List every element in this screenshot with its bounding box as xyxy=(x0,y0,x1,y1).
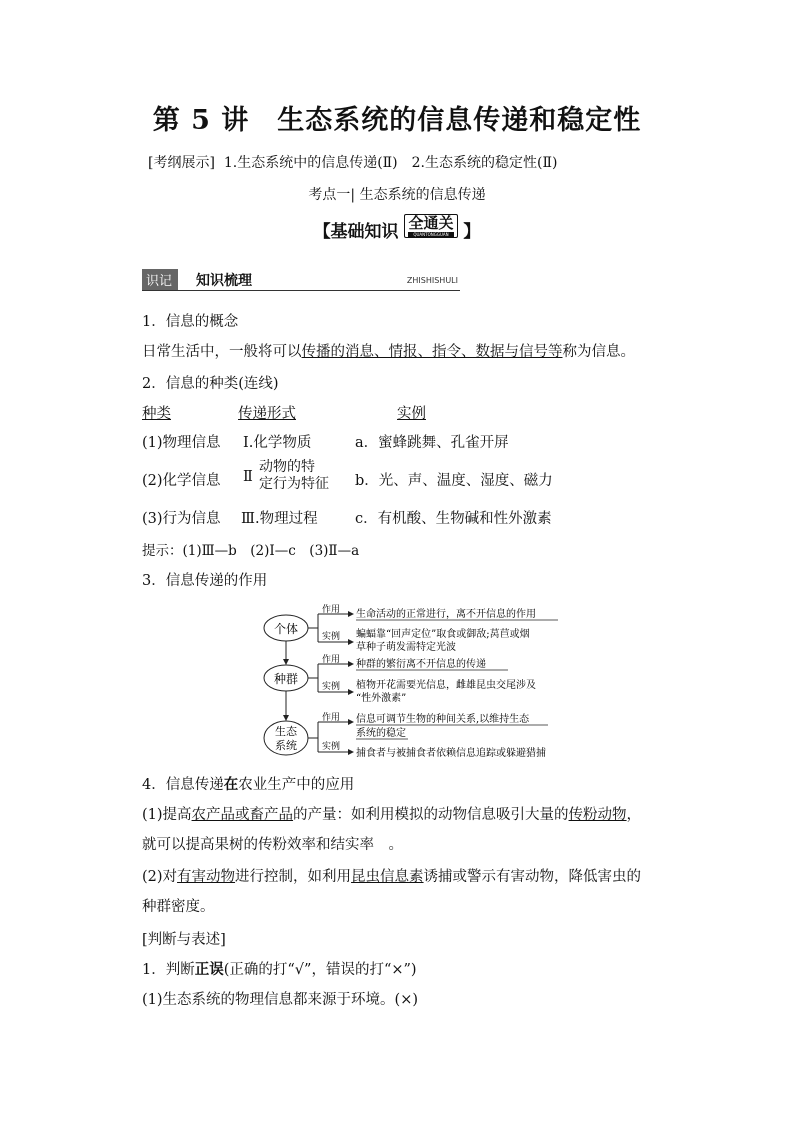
s1-text-pre: 日常生活中，一般将可以 xyxy=(142,344,302,360)
role-label-2: 作用 xyxy=(322,655,341,665)
diagram-t5b: 系统的稳定 xyxy=(356,728,406,739)
judge-item-1: (1)生态系统的物理信息都来源于环境。(×) xyxy=(142,992,419,1008)
s1-text xyxy=(142,340,635,361)
syllabus-line xyxy=(148,152,557,172)
banner-left: 【基础知识 xyxy=(313,222,399,242)
example-label-2: 实例 xyxy=(322,682,341,692)
judge-heading-bold: 正误 xyxy=(194,961,224,978)
s4-p1-line2: 就可以提高果树的传粉效率和结实率 。 xyxy=(142,837,403,853)
syllabus-items: 1.生态系统中的信息传递(Ⅱ) 2.生态系统的稳定性(Ⅱ) xyxy=(223,155,558,171)
judge-heading xyxy=(142,958,417,979)
s4-p2-a: (2)对 xyxy=(142,869,178,885)
banner-tag-text: 全通关 xyxy=(408,214,454,232)
section-header xyxy=(142,268,460,291)
banner-tag-pinyin: QUANTONGGUAN xyxy=(408,232,453,237)
diagram-t1: 生命活动的正常进行，离不开信息的作用 xyxy=(356,609,536,620)
judge-label: [判断与表述] xyxy=(142,932,226,948)
row3-example: c．有机酸、生物碱和性外激素 xyxy=(355,511,552,527)
row2-type: (2)化学信息 xyxy=(142,473,221,489)
judge-heading-post: (正确的打“√”，错误的打“×”) xyxy=(223,962,417,978)
s4-p2-c: 诱捕或警示有害动物，降低害虫的 xyxy=(423,869,642,885)
s4-p1 xyxy=(142,803,641,824)
col-type-header: 种类 xyxy=(142,406,171,422)
diagram-t3: 种群的繁衍离不开信息的传递 xyxy=(356,659,486,670)
s4-p1-b: 的产量：如利用模拟的动物信息吸引大量的 xyxy=(293,807,569,823)
row2-form xyxy=(259,459,329,493)
row2-form-line2: 定行为特征 xyxy=(259,476,329,492)
s4-p1-u1: 农产品或畜产品 xyxy=(191,807,294,823)
s3-heading: 3．信息传递的作用 xyxy=(142,573,268,589)
s2-hint: 提示：(1)Ⅲ—b (2)Ⅰ—c (3)Ⅱ—a xyxy=(142,543,360,559)
row1-type: (1)物理信息 xyxy=(142,435,221,451)
s4-p2 xyxy=(142,865,641,886)
example-label-3: 实例 xyxy=(322,742,341,752)
s4-p2-u2: 昆虫信息素 xyxy=(351,869,424,885)
col-example-header: 实例 xyxy=(397,406,426,422)
s1-text-underlined: 传播的消息、情报、指令、数据与信号等 xyxy=(301,344,563,360)
row1-form: Ⅰ.化学物质 xyxy=(243,435,312,451)
row2-form-num: Ⅱ xyxy=(243,469,253,485)
col-form-header: 传递形式 xyxy=(238,406,296,422)
role-label-1: 作用 xyxy=(322,605,341,615)
section-badge: 识记 xyxy=(142,269,178,290)
banner-heading xyxy=(0,214,794,242)
s4-heading-pre: 4．信息传递 xyxy=(142,777,224,793)
section-label: 知识梳理 xyxy=(196,273,252,289)
diagram-t2a: 蝙蝠靠“回声定位”取食或御敌;莴苣或烟 xyxy=(356,629,530,640)
s2-heading: 2．信息的种类(连线) xyxy=(142,376,279,392)
example-label-1: 实例 xyxy=(322,632,341,642)
kaodian-heading: 考点一| 生态系统的信息传递 xyxy=(308,187,486,203)
banner-tag xyxy=(404,214,457,238)
row3-type: (3)行为信息 xyxy=(142,511,221,527)
syllabus-label: [考纲展示] xyxy=(148,155,215,171)
s4-p2-line2: 种群密度。 xyxy=(142,899,215,915)
node-individual-label: 个体 xyxy=(273,622,299,636)
diagram-t4a: 植物开花需要光信息，雌雄昆虫交尾涉及 xyxy=(356,680,536,691)
s1-text-post: 称为信息。 xyxy=(562,344,635,360)
diagram-t6: 捕食者与被捕食者依赖信息追踪或躲避猎捕 xyxy=(356,748,546,759)
page-title: 第 5 讲 生态系统的信息传递和稳定性 xyxy=(152,105,642,136)
node-ecosystem-label-2: 系统 xyxy=(275,739,297,752)
diagram-t4b: “性外激素” xyxy=(356,693,407,704)
banner-right: 】 xyxy=(463,222,481,242)
row2-form-line1: 动物的特 xyxy=(259,459,315,475)
info-diagram xyxy=(258,598,568,764)
s4-heading-bold: 在 xyxy=(223,776,239,793)
row3-form: Ⅲ.物理过程 xyxy=(241,511,318,527)
diagram-t5a: 信息可调节生物的种间关系,以维持生态 xyxy=(356,714,530,725)
node-ecosystem-label-1: 生态 xyxy=(275,725,297,738)
diagram-t2b: 草种子萌发需特定光波 xyxy=(356,642,456,653)
s4-p1-a: (1)提高 xyxy=(142,807,192,823)
section-pinyin: ZHISHISHULI xyxy=(406,276,458,285)
row1-example: a．蜜蜂跳舞、孔雀开屏 xyxy=(355,435,509,451)
s4-heading xyxy=(142,773,354,794)
s1-heading: 1．信息的概念 xyxy=(142,314,239,330)
row2-example: b．光、声、温度、湿度、磁力 xyxy=(355,473,553,489)
s4-p1-u2: 传粉动物 xyxy=(568,807,627,823)
judge-heading-pre: 1．判断 xyxy=(142,962,195,978)
s4-p1-c: ， xyxy=(626,807,642,823)
s4-heading-post: 农业生产中的应用 xyxy=(238,777,355,793)
s4-p2-u1: 有害动物 xyxy=(177,869,236,885)
node-population-label: 种群 xyxy=(273,672,299,686)
role-label-3: 作用 xyxy=(322,713,341,723)
s4-p2-b: 进行控制，如利用 xyxy=(235,869,352,885)
